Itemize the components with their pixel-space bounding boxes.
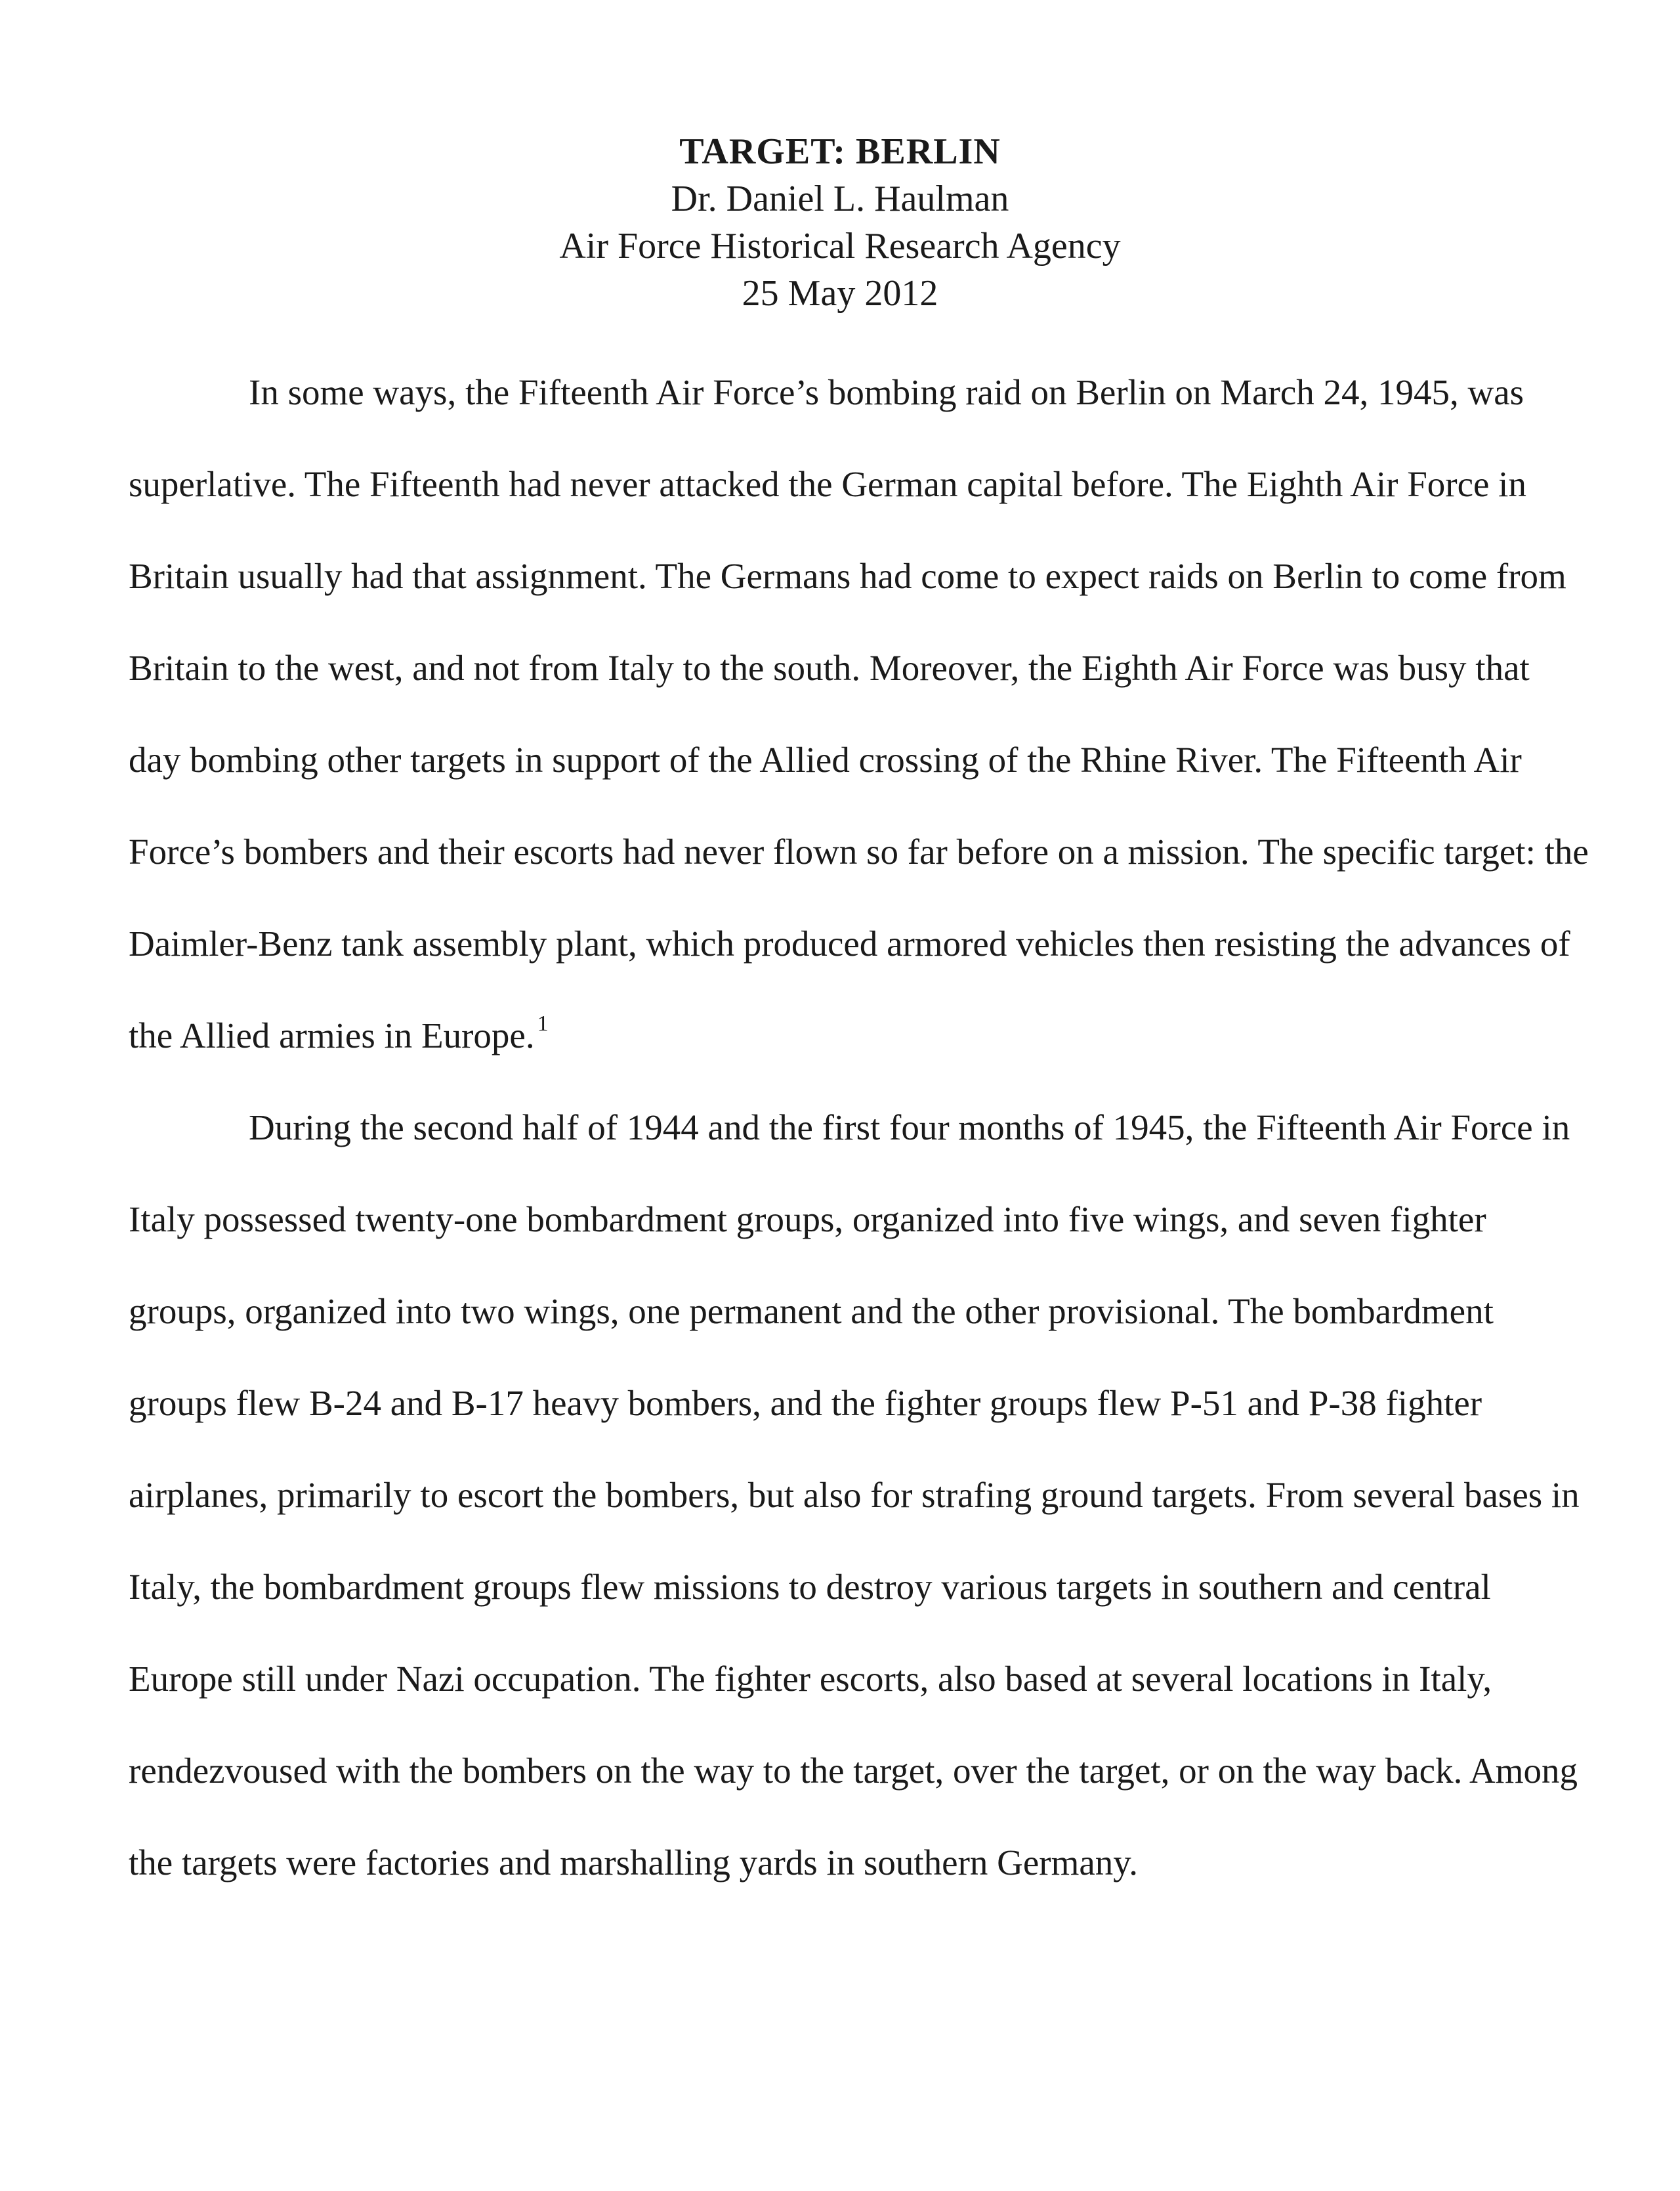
author-name: Dr. Daniel L. Haulman [671, 179, 1009, 219]
paragraph [129, 347, 1589, 1082]
paragraph-text: During the second half of 1944 and the first four months of 1945, the Fifteenth Air Force in Italy possessed twenty-one bombardment groups, organized into five wings, and seven fighter groups, organized into two wings, one permanent and the other provisional. The bombardment groups flew B-24 and B-17 heavy bombers, and the fighter groups flew P-51 and P-38 fighter airplanes, primarily to escort the bombers, but also for strafing ground targets. From several bases in Italy, the bombardment groups flew missions to destroy various targets in southern and central Europe still under Nazi occupation. The fighter escorts, also based at several locations in Italy, rendezvoused with the bombers on the way to the target, over the target, or on the way back. Among the targets were factories and marshalling yards in southern Germany. [129, 1107, 1580, 1883]
organization-name: Air Force Historical Research Agency [559, 226, 1121, 266]
document-date: 25 May 2012 [742, 273, 938, 314]
paragraph [129, 1082, 1589, 1909]
document-title: TARGET: BERLIN [679, 131, 1001, 172]
document-body [129, 347, 1589, 1909]
document-header [0, 128, 1680, 317]
footnote-marker[interactable]: 1 [537, 1011, 549, 1036]
paragraph-text: In some ways, the Fifteenth Air Force’s bombing raid on Berlin on March 24, 1945, was superlative. The Fifteenth had never attacked the German capital before. The Eighth Air Force in Britain usually had that assignment. The Germans had come to expect raids on Berlin to come from Britain to the west, and not from Italy to the south. Moreover, the Eighth Air Force was busy that day bombing other targets in support of the Allied crossing of the Rhine River. The Fifteenth Air Force’s bombers and their escorts had never flown so far before on a mission. The specific target: the Daimler-Benz tank assembly plant, which produced armored vehicles then resisting the advances of the Allied armies in Europe. [129, 372, 1589, 1055]
